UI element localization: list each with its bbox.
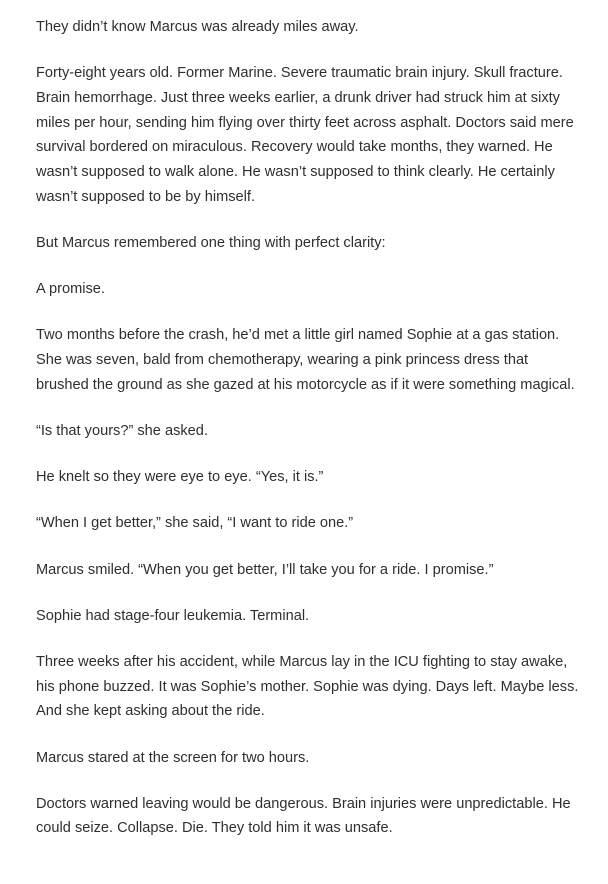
story-paragraph: Two months before the crash, he’d met a little girl named Sophie at a gas station. She was seven, bald from chemotherapy, wearing a pink princess dress that brushed the ground as she gazed at his motorcycle as if it were something magical. (36, 327, 575, 393)
story-paragraph: “When I get better,” she said, “I want to ride one.” (36, 515, 354, 532)
story-paragraph: Forty-eight years old. Former Marine. Severe traumatic brain injury. Skull fracture. Brain hemorrhage. Just three weeks earlier, a drunk driver had struck him at sixty miles per hour, sending him flying over thirty feet across asphalt. Doctors said mere survival bordered on miraculous. Recovery would take months, they warned. He wasn’t supposed to walk alone. He wasn’t supposed to think clearly. He certainly wasn’t supposed to be by himself. (36, 65, 574, 205)
story-paragraph: They didn’t know Marcus was already miles away. (36, 19, 359, 35)
story-paragraph: Marcus stared at the screen for two hours. (36, 749, 310, 766)
story-paragraph: Sophie had stage-four leukemia. Terminal. (36, 607, 310, 624)
story-paragraph: He knelt so they were eye to eye. “Yes, it is.” (36, 469, 324, 486)
story-paragraph: Marcus smiled. “When you get better, I’ll take you for a ride. I promise.” (36, 561, 494, 578)
story-paragraph: But Marcus remembered one thing with perfect clarity: (36, 234, 386, 251)
story-paragraph: Doctors warned leaving would be dangerous. Brain injuries were unpredictable. He could seize. Collapse. Die. They told him it was unsafe. (36, 795, 571, 837)
story-paragraph: Three weeks after his accident, while Marcus lay in the ICU fighting to stay awake, his phone buzzed. It was Sophie’s mother. Sophie was dying. Days left. Maybe less. And she kept asking about the ride. (36, 653, 579, 720)
story-paragraph: “Is that yours?” she asked. (36, 422, 208, 439)
story-paragraph: A promise. (36, 281, 105, 298)
